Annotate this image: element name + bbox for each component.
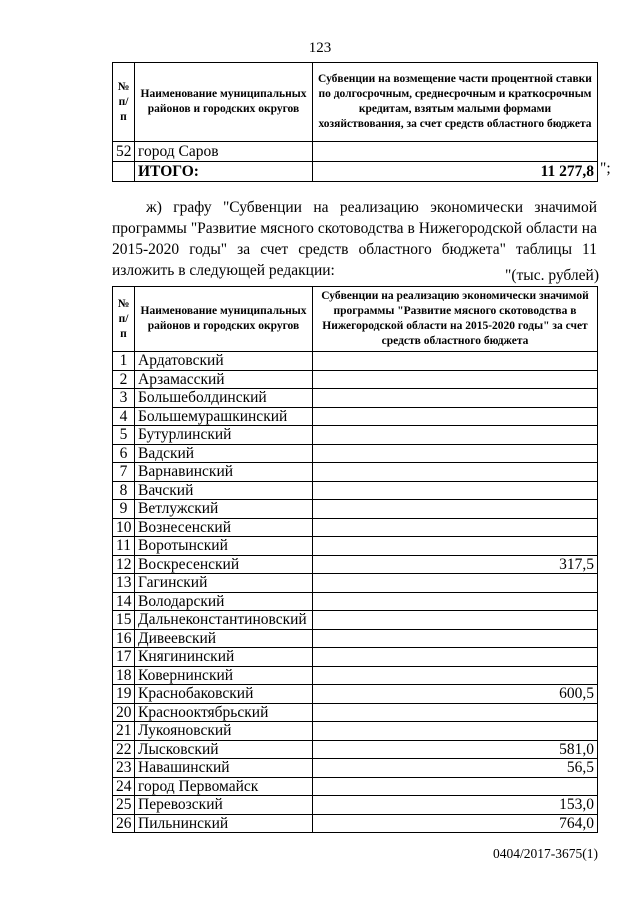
- table-row: [113, 796, 598, 815]
- row-value: [313, 703, 598, 722]
- table-row: [113, 574, 598, 593]
- table-row: [113, 722, 598, 741]
- table-row: [113, 389, 598, 408]
- row-name: Ветлужский: [135, 500, 313, 519]
- unit-note: "(тыс. рублей): [505, 267, 599, 284]
- closing-quote: ";: [600, 160, 611, 177]
- row-num: 8: [113, 481, 135, 500]
- total-label: ИТОГО:: [135, 162, 313, 182]
- row-num: 23: [113, 759, 135, 778]
- row-name: город Саров: [135, 142, 313, 162]
- table-row: [113, 537, 598, 556]
- row-value: [313, 666, 598, 685]
- table-row: [113, 518, 598, 537]
- table-row: [113, 777, 598, 796]
- table-row: [113, 611, 598, 630]
- table-row: [113, 629, 598, 648]
- row-num: 12: [113, 555, 135, 574]
- row-name: Пильнинский: [135, 814, 313, 833]
- table-row: [113, 592, 598, 611]
- row-value: 56,5: [313, 759, 598, 778]
- row-num: 52: [113, 142, 135, 162]
- row-value: [313, 142, 598, 162]
- row-name: Бутурлинский: [135, 426, 313, 445]
- table-header-row: [113, 63, 598, 142]
- row-num: 20: [113, 703, 135, 722]
- row-name: Воротынский: [135, 537, 313, 556]
- row-name: Дивеевский: [135, 629, 313, 648]
- row-num: 13: [113, 574, 135, 593]
- row-num: 15: [113, 611, 135, 630]
- table-row: [113, 352, 598, 371]
- column-header-num: № п/п: [113, 63, 135, 142]
- row-num: 6: [113, 444, 135, 463]
- table-row: [113, 426, 598, 445]
- row-value: [313, 574, 598, 593]
- table-row: [113, 444, 598, 463]
- row-value: 600,5: [313, 685, 598, 704]
- row-name: Большемурашкинский: [135, 407, 313, 426]
- paragraph-line-4: изложить в следующей редакции:: [112, 262, 335, 279]
- table-row: [113, 463, 598, 482]
- row-num: 10: [113, 518, 135, 537]
- row-name: Вознесенский: [135, 518, 313, 537]
- row-value: 581,0: [313, 740, 598, 759]
- row-num: 11: [113, 537, 135, 556]
- row-value: [313, 722, 598, 741]
- column-header-value: Субвенции на возмещение части процентной ставки по долгосрочным, среднесрочным и краткосрочным кредитам, взятым малыми формами хозяйствования, за счет средств областного бюджета: [313, 63, 598, 142]
- row-value: 764,0: [313, 814, 598, 833]
- row-value: 317,5: [313, 555, 598, 574]
- row-value: 153,0: [313, 796, 598, 815]
- row-num: 17: [113, 648, 135, 667]
- row-num: 9: [113, 500, 135, 519]
- paragraph-line-3: 2015-2020 годы" за счет средств областного бюджета" таблицы 11: [112, 241, 597, 258]
- table-row: [113, 666, 598, 685]
- row-value: [313, 611, 598, 630]
- table-row: [113, 759, 598, 778]
- table-row: [113, 703, 598, 722]
- table-row: [113, 555, 598, 574]
- row-value: [313, 777, 598, 796]
- table-row: [113, 370, 598, 389]
- row-num: 7: [113, 463, 135, 482]
- row-name: Большеболдинский: [135, 389, 313, 408]
- row-name: Арзамасский: [135, 370, 313, 389]
- row-name: Княгининский: [135, 648, 313, 667]
- row-num: 26: [113, 814, 135, 833]
- row-num: 24: [113, 777, 135, 796]
- row-name: Краснобаковский: [135, 685, 313, 704]
- column-header-num: № п/п: [113, 287, 135, 352]
- row-value: [313, 648, 598, 667]
- row-num: 3: [113, 389, 135, 408]
- table-row: [113, 481, 598, 500]
- row-name: Гагинский: [135, 574, 313, 593]
- row-name: Вачский: [135, 481, 313, 500]
- row-name: город Первомайск: [135, 777, 313, 796]
- row-num: 14: [113, 592, 135, 611]
- table-row: [113, 740, 598, 759]
- total-value: 11 277,8: [313, 162, 598, 182]
- row-value: [313, 592, 598, 611]
- row-value: [313, 407, 598, 426]
- row-value: [313, 389, 598, 408]
- column-header-name: Наименование муниципальных районов и городских округов: [135, 287, 313, 352]
- row-num: 25: [113, 796, 135, 815]
- subsidy-cattle-table: [112, 286, 598, 833]
- row-num: 18: [113, 666, 135, 685]
- row-num: 19: [113, 685, 135, 704]
- table-row: [113, 500, 598, 519]
- row-name: Ковернинский: [135, 666, 313, 685]
- total-row: [113, 162, 598, 182]
- table-header-row: [113, 287, 598, 352]
- row-name: Воскресенский: [135, 555, 313, 574]
- document-code: 0404/2017-3675(1): [493, 846, 598, 861]
- row-value: [313, 629, 598, 648]
- row-name: Ардатовский: [135, 352, 313, 371]
- row-name: Краснооктябрьский: [135, 703, 313, 722]
- row-value: [313, 426, 598, 445]
- row-value: [313, 444, 598, 463]
- row-name: Володарский: [135, 592, 313, 611]
- row-num: 2: [113, 370, 135, 389]
- column-header-value: Субвенции на реализацию экономически значимой программы "Развитие мясного скотоводства в Нижегородской области на 2015-2020 годы" за счет средств областного бюджета: [313, 287, 598, 352]
- row-num: 21: [113, 722, 135, 741]
- row-name: Дальнеконстантиновский: [135, 611, 313, 630]
- row-name: Лысковский: [135, 740, 313, 759]
- row-value: [313, 352, 598, 371]
- paragraph-line-2: программы "Развитие мясного скотоводства в Нижегородской области на: [112, 220, 597, 237]
- table-row: [113, 814, 598, 833]
- subsidy-interest-table: [112, 62, 598, 182]
- table-row: [113, 685, 598, 704]
- table-row: [113, 142, 598, 162]
- row-value: [313, 370, 598, 389]
- row-num: 5: [113, 426, 135, 445]
- row-value: [313, 500, 598, 519]
- row-num: 16: [113, 629, 135, 648]
- row-num: 1: [113, 352, 135, 371]
- page-number: 123: [308, 40, 332, 56]
- row-name: Варнавинский: [135, 463, 313, 482]
- row-name: Лукояновский: [135, 722, 313, 741]
- row-name: Навашинский: [135, 759, 313, 778]
- row-name: Перевозский: [135, 796, 313, 815]
- table-row: [113, 407, 598, 426]
- row-value: [313, 537, 598, 556]
- row-num: 22: [113, 740, 135, 759]
- row-value: [313, 481, 598, 500]
- row-num: 4: [113, 407, 135, 426]
- column-header-name: Наименование муниципальных районов и городских округов: [135, 63, 313, 142]
- table-row: [113, 648, 598, 667]
- paragraph-line-1: ж) графу "Субвенции на реализацию экономически значимой: [146, 199, 597, 216]
- row-value: [313, 463, 598, 482]
- row-name: Вадский: [135, 444, 313, 463]
- row-value: [313, 518, 598, 537]
- total-empty-cell: [113, 162, 135, 182]
